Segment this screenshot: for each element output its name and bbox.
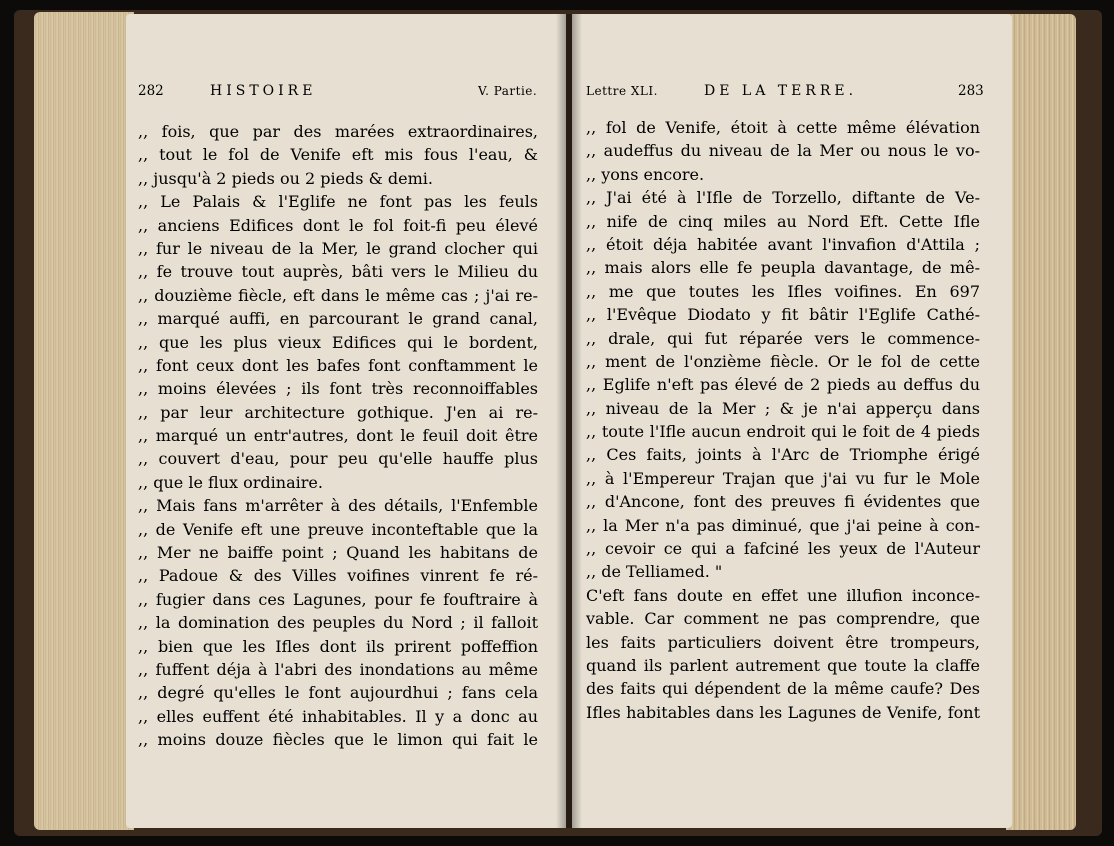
text-line: Ifles habitables dans les Lagunes de Venife, font xyxy=(586,702,980,722)
text-line: ,, marqué un entr'autres, dont le feuil doit être xyxy=(138,426,538,446)
text-line: ,, elles euffent été inhabitables. Il y a donc au xyxy=(138,706,538,726)
text-line: ,, nife de cinq miles au Nord Eft. Cette Ifle xyxy=(586,211,980,231)
text-line: des faits qui dépendent de la même caufe? Des xyxy=(586,679,980,699)
text-line: ,, moins élevées ; ils font très reconnoiffables xyxy=(138,379,538,399)
text-line: quand ils parlent autrement que toute la claffe xyxy=(586,655,980,675)
running-title: DE LA TERRE. xyxy=(704,83,858,99)
text-line: ,, étoit déja habitée avant l'invafion d'Attila ; xyxy=(586,234,980,254)
text-line: ,, yons encore. xyxy=(586,164,705,184)
text-line: ,, toute l'Ifle aucun endroit qui le foit de 4 pieds xyxy=(586,422,980,442)
right-page-header xyxy=(586,80,1006,102)
text-line: ,, couvert d'eau, pour peu qu'elle hauffe plus xyxy=(138,449,538,469)
text-line: ,, douzième fiècle, eft dans le même cas ; j'ai re- xyxy=(138,285,538,305)
text-line: ,, Ces faits, joints à l'Arc de Triomphe érigé xyxy=(586,445,980,465)
text-line: ,, par leur architecture gothique. J'en ai re- xyxy=(138,402,538,422)
text-line: ,, que les plus vieux Edifices qui le bordent, xyxy=(138,332,538,352)
text-line: ,, la domination des peuples du Nord ; il falloit xyxy=(138,613,538,633)
section-label: V. Partie. xyxy=(478,84,538,98)
text-line: ,, moins douze fiècles que le limon qui fait le xyxy=(138,730,538,750)
text-line: ,, Mais fans m'arrêter à des détails, l'Enfemble xyxy=(138,496,538,516)
text-line: ,, de Venife eft une preuve inconteftable que la xyxy=(138,519,538,539)
text-line: ,, Le Palais & l'Eglife ne font pas les feuls xyxy=(138,192,538,212)
text-line: ,, fugier dans ces Lagunes, pour fe fouftraire à xyxy=(138,589,538,609)
text-line: ,, marqué auffi, en parcourant le grand canal, xyxy=(138,309,538,329)
page-edges-right xyxy=(1006,14,1076,830)
text-line: ,, fe trouve tout auprès, bâti vers le Milieu du xyxy=(138,262,538,282)
text-line: ,, que le flux ordinaire. xyxy=(138,472,323,492)
text-line: ,, mais alors elle fe peupla davantage, de mê- xyxy=(586,258,980,278)
text-line: ,, fois, que par des marées extraordinaires, xyxy=(138,122,538,141)
text-line: ,, ment de l'onzième fiècle. Or le fol de cette xyxy=(586,351,980,371)
text-line: ,, audeffus du niveau de la Mer ou nous le vo- xyxy=(586,141,980,161)
text-line: ,, la Mer n'a pas diminué, que j'ai peine à con- xyxy=(586,515,980,535)
page-edges-left xyxy=(34,12,134,830)
text-line: C'eft fans doute en effet une illufion inconce- xyxy=(586,585,980,605)
text-line: vable. Car comment ne pas comprendre, que xyxy=(586,609,980,629)
text-line: ,, fol de Venife, étoit à cette même élévation xyxy=(586,118,980,137)
book-gutter xyxy=(556,14,582,828)
text-line: ,, me que toutes les Ifles voifines. En 697 xyxy=(586,281,980,301)
text-line: ,, Padoue & des Villes voifines vinrent fe ré- xyxy=(138,566,538,586)
text-line: ,, niveau de la Mer ; & je n'ai apperçu dans xyxy=(586,398,980,418)
text-line: ,, Eglife n'eft pas élevé de 2 pieds au deffus du xyxy=(586,375,980,395)
text-line: ,, l'Evêque Diodato y fit bâtir l'Eglife Cathé- xyxy=(586,305,980,325)
page-number: 282 xyxy=(138,83,164,99)
text-line: ,, jusqu'à 2 pieds ou 2 pieds & demi. xyxy=(138,168,434,188)
text-line: les faits particuliers doivent être trompeurs, xyxy=(586,632,980,652)
text-line: ,, d'Ancone, font des preuves fi évidentes que xyxy=(586,492,980,512)
page-number: 283 xyxy=(958,83,984,99)
text-line: ,, à l'Empereur Trajan que j'ai vu fur le Mole xyxy=(586,468,980,488)
text-line: ,, de Telliamed. " xyxy=(586,562,723,582)
text-line: ,, fur le niveau de la Mer, le grand clocher qui xyxy=(138,238,538,258)
text-line: ,, font ceux dont les bafes font conftamment le xyxy=(138,355,538,375)
text-line: ,, degré qu'elles le font aujourdhui ; fans cela xyxy=(138,683,538,703)
text-line: ,, drale, qui fut réparée vers le commence- xyxy=(586,328,980,348)
text-line: ,, Mer ne baiffe point ; Quand les habitans de xyxy=(138,543,538,563)
left-page-text xyxy=(138,122,538,754)
text-line: ,, fuffent déja à l'abri des inondations au même xyxy=(138,659,538,679)
section-label: Lettre XLI. xyxy=(586,84,658,98)
text-line: ,, tout le fol de Venife eft mis fous l'eau, & xyxy=(138,145,538,165)
text-line: ,, bien que les Ifles dont ils prirent poffeffion xyxy=(138,636,538,656)
text-line: ,, anciens Edifices dont le fol foit-fi peu élevé xyxy=(138,215,538,235)
text-line: ,, J'ai été à l'Ifle de Torzello, diftante de Ve- xyxy=(586,188,980,208)
left-page-header xyxy=(138,80,558,102)
right-page-text xyxy=(586,118,980,726)
running-title: HISTOIRE xyxy=(210,83,317,99)
text-line: ,, cevoir ce qui a fafciné les yeux de l'Auteur xyxy=(586,539,980,559)
